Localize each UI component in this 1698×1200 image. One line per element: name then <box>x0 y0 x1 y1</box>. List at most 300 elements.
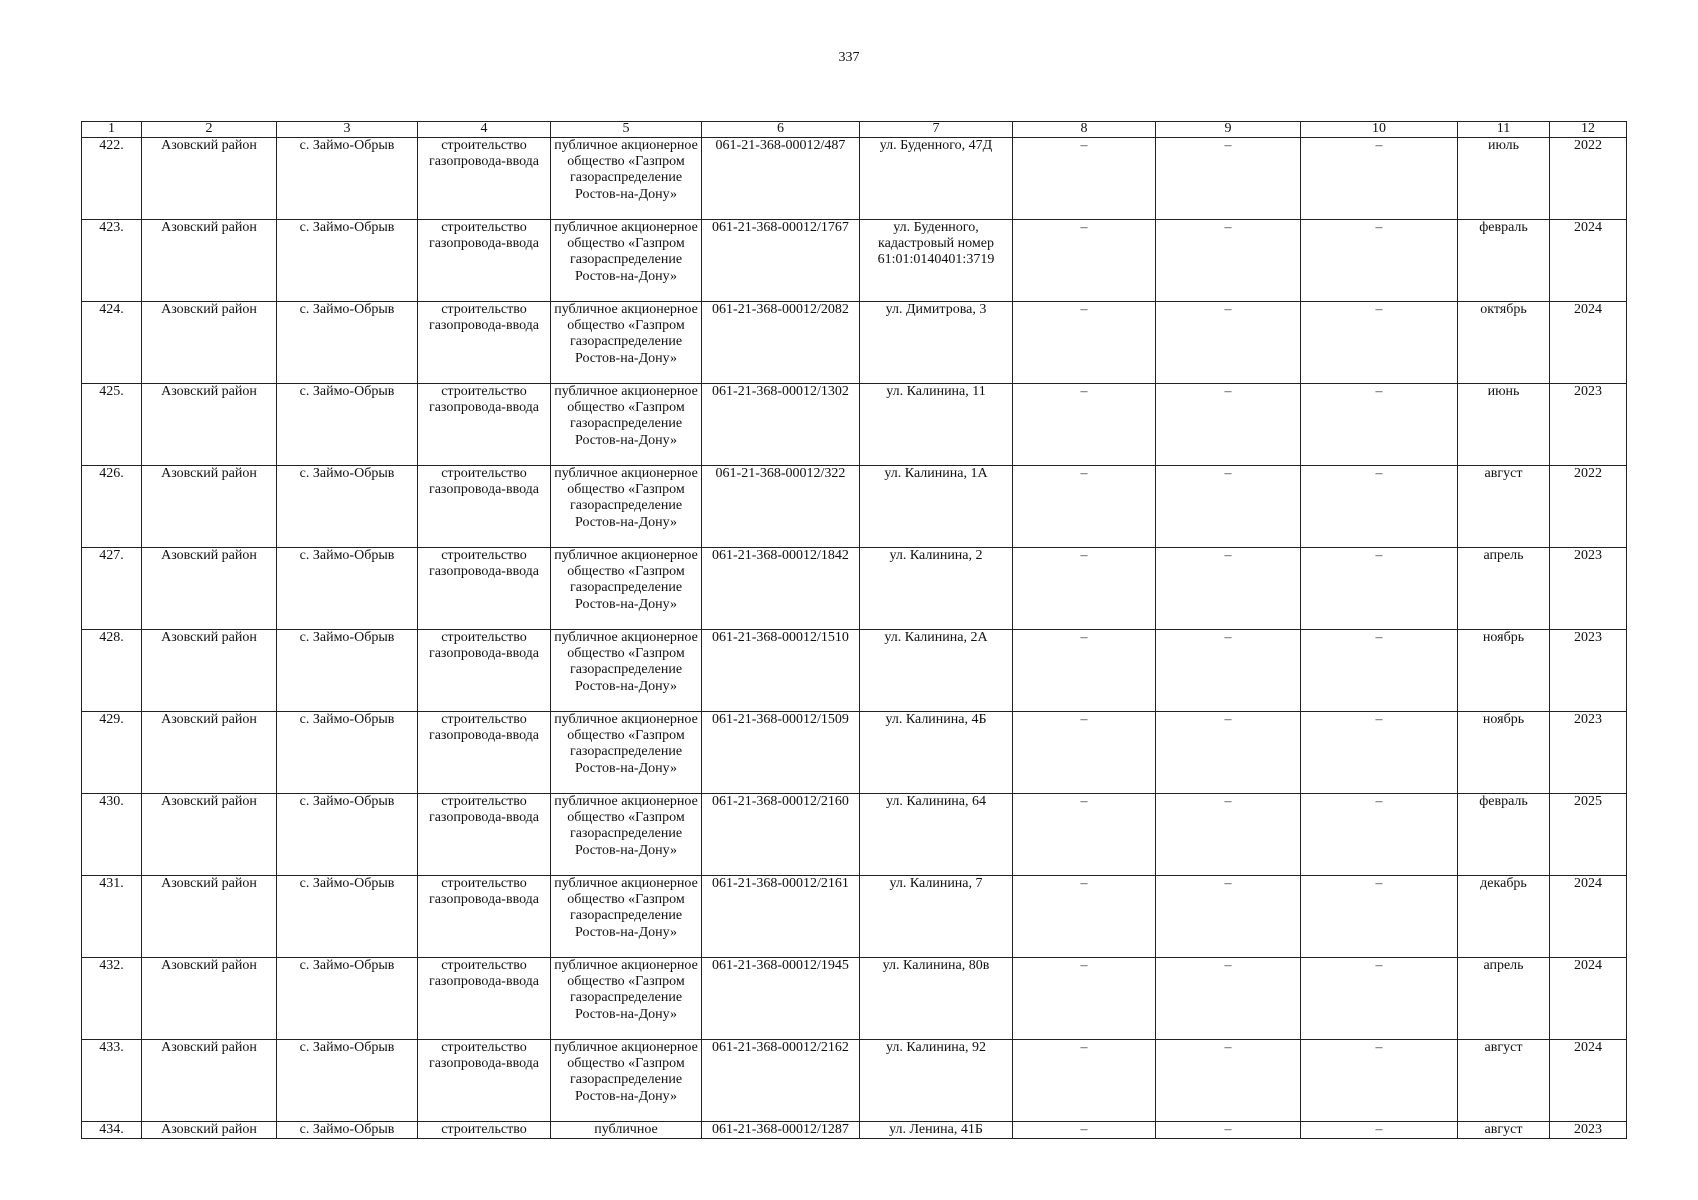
organization-cell-text: публичное <box>594 1122 658 1137</box>
registration-code-cell-text: 061-21-368-00012/1945 <box>712 958 849 973</box>
village-cell <box>277 794 418 876</box>
column-9-cell <box>1156 958 1301 1040</box>
district-cell-text: Азовский район <box>161 466 257 481</box>
row-number-text: 427. <box>99 548 124 563</box>
registration-code-cell-text: 061-21-368-00012/2082 <box>712 302 849 317</box>
district-cell <box>142 712 277 794</box>
column-8-cell-text: – <box>1080 384 1088 399</box>
village-cell-text: с. Займо-Обрыв <box>299 876 395 891</box>
column-10-cell-text: – <box>1375 1122 1383 1137</box>
work-type-cell-text: строительство газопровода-ввода <box>428 548 540 580</box>
column-8-cell-text: – <box>1080 794 1088 809</box>
registration-code-cell-text: 061-21-368-00012/487 <box>715 138 846 153</box>
month-cell-text: февраль <box>1479 220 1528 235</box>
column-header: 4 <box>418 122 551 138</box>
year-cell <box>1550 876 1627 958</box>
registration-code-cell <box>702 138 860 220</box>
district-cell <box>142 958 277 1040</box>
year-cell-text: 2023 <box>1574 1122 1602 1137</box>
address-cell <box>860 1122 1013 1139</box>
address-cell-text: ул. Ленина, 41Б <box>889 1122 983 1137</box>
column-8-cell-text: – <box>1080 712 1088 727</box>
organization-cell-text: публичное акционерное общество «Газпром газораспределение Ростов-на-Дону» <box>554 712 698 776</box>
registration-code-cell <box>702 466 860 548</box>
column-10-cell-text: – <box>1375 302 1383 317</box>
month-cell <box>1458 876 1550 958</box>
month-cell-text: февраль <box>1479 794 1528 809</box>
table-row <box>82 220 1627 302</box>
address-cell <box>860 712 1013 794</box>
district-cell-text: Азовский район <box>161 220 257 235</box>
year-cell <box>1550 548 1627 630</box>
column-10-cell <box>1301 466 1458 548</box>
year-cell-text: 2024 <box>1574 220 1602 235</box>
work-type-cell <box>418 302 551 384</box>
row-number-text: 425. <box>99 384 124 399</box>
column-10-cell-text: – <box>1375 876 1383 891</box>
year-cell <box>1550 384 1627 466</box>
work-type-cell-text: строительство <box>441 1122 527 1137</box>
column-10-cell <box>1301 1040 1458 1122</box>
month-cell-text: август <box>1484 466 1523 481</box>
district-cell <box>142 548 277 630</box>
column-10-cell-text: – <box>1375 138 1383 153</box>
address-cell-text: ул. Калинина, 2 <box>889 548 983 563</box>
village-cell-text: с. Займо-Обрыв <box>299 138 395 153</box>
village-cell-text: с. Займо-Обрыв <box>299 712 395 727</box>
organization-cell-text: публичное акционерное общество «Газпром газораспределение Ростов-на-Дону» <box>554 384 698 448</box>
registration-code-cell <box>702 302 860 384</box>
address-cell-text: ул. Калинина, 11 <box>886 384 986 399</box>
registration-code-cell <box>702 384 860 466</box>
month-cell <box>1458 466 1550 548</box>
district-cell <box>142 384 277 466</box>
address-cell <box>860 384 1013 466</box>
organization-cell <box>551 1122 702 1139</box>
month-cell <box>1458 794 1550 876</box>
address-cell <box>860 138 1013 220</box>
column-9-cell <box>1156 466 1301 548</box>
row-number <box>82 466 142 548</box>
column-8-cell-text: – <box>1080 630 1088 645</box>
district-cell <box>142 876 277 958</box>
column-header: 1 <box>82 122 142 138</box>
registration-code-cell-text: 061-21-368-00012/1302 <box>712 384 849 399</box>
organization-cell-text: публичное акционерное общество «Газпром газораспределение Ростов-на-Дону» <box>554 302 698 366</box>
year-cell-text: 2023 <box>1574 384 1602 399</box>
month-cell-text: август <box>1484 1040 1523 1055</box>
village-cell-text: с. Займо-Обрыв <box>299 302 395 317</box>
address-cell-text: ул. Калинина, 92 <box>885 1040 987 1055</box>
column-header: 3 <box>277 122 418 138</box>
address-cell <box>860 876 1013 958</box>
row-number-text: 432. <box>99 958 124 973</box>
organization-cell <box>551 466 702 548</box>
column-10-cell-text: – <box>1375 548 1383 563</box>
work-type-cell-text: строительство газопровода-ввода <box>428 466 540 498</box>
address-cell <box>860 466 1013 548</box>
month-cell-text: июль <box>1488 138 1519 153</box>
village-cell-text: с. Займо-Обрыв <box>299 384 395 399</box>
address-cell-text: ул. Калинина, 4Б <box>885 712 987 727</box>
work-type-cell <box>418 220 551 302</box>
year-cell-text: 2022 <box>1574 138 1602 153</box>
row-number-text: 422. <box>99 138 124 153</box>
work-type-cell-text: строительство газопровода-ввода <box>428 876 540 908</box>
organization-cell <box>551 138 702 220</box>
column-9-cell-text: – <box>1224 630 1232 645</box>
row-number-text: 426. <box>99 466 124 481</box>
organization-cell <box>551 876 702 958</box>
month-cell <box>1458 220 1550 302</box>
column-header: 11 <box>1458 122 1550 138</box>
registration-code-cell-text: 061-21-368-00012/1510 <box>712 630 849 645</box>
row-number <box>82 138 142 220</box>
registration-code-cell-text: 061-21-368-00012/2161 <box>712 876 849 891</box>
village-cell-text: с. Займо-Обрыв <box>299 630 395 645</box>
address-cell <box>860 220 1013 302</box>
column-10-cell <box>1301 876 1458 958</box>
month-cell <box>1458 548 1550 630</box>
registration-code-cell <box>702 958 860 1040</box>
registration-code-cell-text: 061-21-368-00012/1287 <box>712 1122 849 1137</box>
village-cell <box>277 1040 418 1122</box>
village-cell-text: с. Займо-Обрыв <box>299 958 395 973</box>
village-cell <box>277 1122 418 1139</box>
column-8-cell-text: – <box>1080 302 1088 317</box>
district-cell-text: Азовский район <box>161 384 257 399</box>
organization-cell <box>551 384 702 466</box>
column-9-cell-text: – <box>1224 1122 1232 1137</box>
work-type-cell-text: строительство газопровода-ввода <box>428 630 540 662</box>
page-number: 337 <box>838 50 860 65</box>
year-cell-text: 2023 <box>1574 712 1602 727</box>
row-number <box>82 548 142 630</box>
registration-code-cell <box>702 630 860 712</box>
year-cell <box>1550 138 1627 220</box>
row-number <box>82 876 142 958</box>
village-cell-text: с. Займо-Обрыв <box>299 466 395 481</box>
row-number <box>82 1122 142 1139</box>
column-9-cell <box>1156 384 1301 466</box>
column-8-cell-text: – <box>1080 1040 1088 1055</box>
row-number-text: 423. <box>99 220 124 235</box>
work-type-cell-text: строительство газопровода-ввода <box>428 794 540 826</box>
year-cell <box>1550 794 1627 876</box>
organization-cell-text: публичное акционерное общество «Газпром газораспределение Ростов-на-Дону» <box>554 220 698 284</box>
district-cell-text: Азовский район <box>161 712 257 727</box>
column-8-cell-text: – <box>1080 1122 1088 1137</box>
work-type-cell-text: строительство газопровода-ввода <box>428 138 540 170</box>
table-row <box>82 958 1627 1040</box>
column-10-cell-text: – <box>1375 712 1383 727</box>
column-8-cell <box>1013 794 1156 876</box>
row-number-text: 428. <box>99 630 124 645</box>
village-cell <box>277 302 418 384</box>
work-type-cell <box>418 630 551 712</box>
address-cell-text: ул. Калинина, 80в <box>882 958 990 973</box>
column-9-cell <box>1156 1122 1301 1139</box>
year-cell <box>1550 302 1627 384</box>
column-9-cell <box>1156 794 1301 876</box>
year-cell <box>1550 220 1627 302</box>
column-10-cell <box>1301 384 1458 466</box>
address-cell <box>860 302 1013 384</box>
district-cell <box>142 220 277 302</box>
organization-cell <box>551 220 702 302</box>
registration-code-cell-text: 061-21-368-00012/2162 <box>712 1040 849 1055</box>
district-cell-text: Азовский район <box>161 302 257 317</box>
registration-code-cell <box>702 794 860 876</box>
registration-code-cell <box>702 712 860 794</box>
column-10-cell <box>1301 794 1458 876</box>
organization-cell <box>551 794 702 876</box>
district-cell-text: Азовский район <box>161 876 257 891</box>
column-header: 2 <box>142 122 277 138</box>
month-cell-text: апрель <box>1483 958 1524 973</box>
table-body <box>82 138 1627 1139</box>
column-8-cell <box>1013 302 1156 384</box>
column-8-cell <box>1013 958 1156 1040</box>
column-10-cell <box>1301 958 1458 1040</box>
column-9-cell <box>1156 712 1301 794</box>
registration-code-cell-text: 061-21-368-00012/1509 <box>712 712 849 727</box>
village-cell <box>277 876 418 958</box>
row-number-text: 434. <box>99 1122 124 1137</box>
column-9-cell <box>1156 630 1301 712</box>
district-cell <box>142 302 277 384</box>
column-9-cell-text: – <box>1224 302 1232 317</box>
table-row <box>82 384 1627 466</box>
month-cell-text: август <box>1484 1122 1523 1137</box>
column-header: 5 <box>551 122 702 138</box>
column-8-cell <box>1013 138 1156 220</box>
district-cell-text: Азовский район <box>161 1122 257 1137</box>
organization-cell <box>551 1040 702 1122</box>
row-number <box>82 1040 142 1122</box>
organization-cell <box>551 548 702 630</box>
table-row <box>82 794 1627 876</box>
column-8-cell-text: – <box>1080 138 1088 153</box>
year-cell-text: 2025 <box>1574 794 1602 809</box>
column-9-cell-text: – <box>1224 794 1232 809</box>
district-cell <box>142 1122 277 1139</box>
table-row <box>82 630 1627 712</box>
year-cell <box>1550 958 1627 1040</box>
address-cell-text: ул. Калинина, 1А <box>884 466 988 481</box>
organization-cell-text: публичное акционерное общество «Газпром газораспределение Ростов-на-Дону» <box>554 138 698 202</box>
column-10-cell-text: – <box>1375 220 1383 235</box>
column-9-cell-text: – <box>1224 466 1232 481</box>
column-9-cell <box>1156 220 1301 302</box>
column-8-cell <box>1013 876 1156 958</box>
month-cell-text: июнь <box>1487 384 1520 399</box>
column-9-cell <box>1156 1040 1301 1122</box>
work-type-cell <box>418 1122 551 1139</box>
column-10-cell <box>1301 220 1458 302</box>
column-8-cell <box>1013 466 1156 548</box>
column-8-cell <box>1013 548 1156 630</box>
organization-cell-text: публичное акционерное общество «Газпром газораспределение Ростов-на-Дону» <box>554 466 698 530</box>
month-cell-text: ноябрь <box>1482 712 1525 727</box>
register-table <box>81 121 1627 1139</box>
district-cell <box>142 630 277 712</box>
column-9-cell-text: – <box>1224 138 1232 153</box>
address-cell <box>860 958 1013 1040</box>
column-number-row <box>82 122 1627 138</box>
column-10-cell <box>1301 712 1458 794</box>
address-cell <box>860 1040 1013 1122</box>
organization-cell-text: публичное акционерное общество «Газпром газораспределение Ростов-на-Дону» <box>554 876 698 940</box>
column-8-cell-text: – <box>1080 548 1088 563</box>
village-cell <box>277 220 418 302</box>
row-number-text: 431. <box>99 876 124 891</box>
row-number <box>82 630 142 712</box>
column-9-cell-text: – <box>1224 548 1232 563</box>
column-9-cell <box>1156 302 1301 384</box>
organization-cell-text: публичное акционерное общество «Газпром газораспределение Ростов-на-Дону» <box>554 548 698 612</box>
district-cell <box>142 138 277 220</box>
month-cell <box>1458 384 1550 466</box>
column-8-cell <box>1013 712 1156 794</box>
year-cell <box>1550 1122 1627 1139</box>
district-cell <box>142 466 277 548</box>
table-row <box>82 1040 1627 1122</box>
column-9-cell-text: – <box>1224 712 1232 727</box>
year-cell <box>1550 712 1627 794</box>
organization-cell <box>551 712 702 794</box>
table-row <box>82 466 1627 548</box>
registration-code-cell-text: 061-21-368-00012/322 <box>715 466 846 481</box>
work-type-cell <box>418 794 551 876</box>
work-type-cell <box>418 466 551 548</box>
column-9-cell <box>1156 876 1301 958</box>
work-type-cell <box>418 1040 551 1122</box>
row-number <box>82 220 142 302</box>
village-cell <box>277 466 418 548</box>
row-number <box>82 302 142 384</box>
district-cell-text: Азовский район <box>161 958 257 973</box>
column-9-cell-text: – <box>1224 1040 1232 1055</box>
village-cell-text: с. Займо-Обрыв <box>299 1122 395 1137</box>
year-cell-text: 2024 <box>1574 1040 1602 1055</box>
row-number-text: 429. <box>99 712 124 727</box>
address-cell <box>860 630 1013 712</box>
work-type-cell <box>418 138 551 220</box>
column-8-cell <box>1013 1040 1156 1122</box>
village-cell-text: с. Займо-Обрыв <box>299 1040 395 1055</box>
month-cell <box>1458 1040 1550 1122</box>
column-header: 7 <box>860 122 1013 138</box>
column-10-cell <box>1301 1122 1458 1139</box>
registration-code-cell <box>702 1040 860 1122</box>
row-number-text: 433. <box>99 1040 124 1055</box>
organization-cell-text: публичное акционерное общество «Газпром газораспределение Ростов-на-Дону» <box>554 1040 698 1104</box>
column-8-cell-text: – <box>1080 220 1088 235</box>
row-number <box>82 384 142 466</box>
year-cell-text: 2022 <box>1574 466 1602 481</box>
column-8-cell-text: – <box>1080 958 1088 973</box>
row-number-text: 424. <box>99 302 124 317</box>
column-10-cell-text: – <box>1375 958 1383 973</box>
column-8-cell <box>1013 220 1156 302</box>
work-type-cell-text: строительство газопровода-ввода <box>428 384 540 416</box>
column-10-cell-text: – <box>1375 1040 1383 1055</box>
village-cell-text: с. Займо-Обрыв <box>299 794 395 809</box>
village-cell-text: с. Займо-Обрыв <box>299 548 395 563</box>
month-cell-text: апрель <box>1483 548 1524 563</box>
work-type-cell <box>418 384 551 466</box>
column-10-cell <box>1301 548 1458 630</box>
column-9-cell-text: – <box>1224 876 1232 891</box>
table-row <box>82 1122 1627 1139</box>
registration-code-cell-text: 061-21-368-00012/1842 <box>712 548 849 563</box>
village-cell-text: с. Займо-Обрыв <box>299 220 395 235</box>
table-row <box>82 302 1627 384</box>
year-cell <box>1550 466 1627 548</box>
month-cell <box>1458 712 1550 794</box>
address-cell-text: ул. Калинина, 2А <box>884 630 988 645</box>
work-type-cell-text: строительство газопровода-ввода <box>428 1040 540 1072</box>
column-9-cell <box>1156 138 1301 220</box>
work-type-cell-text: строительство газопровода-ввода <box>428 220 540 252</box>
organization-cell <box>551 958 702 1040</box>
year-cell-text: 2023 <box>1574 630 1602 645</box>
address-cell-text: ул. Димитрова, 3 <box>885 302 987 317</box>
table-row <box>82 138 1627 220</box>
work-type-cell-text: строительство газопровода-ввода <box>428 958 540 990</box>
organization-cell <box>551 630 702 712</box>
column-8-cell <box>1013 630 1156 712</box>
registration-code-cell-text: 061-21-368-00012/2160 <box>712 794 849 809</box>
village-cell <box>277 958 418 1040</box>
column-8-cell <box>1013 384 1156 466</box>
address-cell <box>860 794 1013 876</box>
column-8-cell <box>1013 1122 1156 1139</box>
work-type-cell <box>418 712 551 794</box>
month-cell-text: декабрь <box>1480 876 1527 891</box>
organization-cell <box>551 302 702 384</box>
work-type-cell <box>418 958 551 1040</box>
year-cell-text: 2024 <box>1574 958 1602 973</box>
address-cell-text: ул. Буденного, кадастровый номер 61:01:0140401:3719 <box>877 220 995 268</box>
column-8-cell-text: – <box>1080 876 1088 891</box>
registration-code-cell <box>702 220 860 302</box>
registration-code-cell <box>702 548 860 630</box>
work-type-cell <box>418 876 551 958</box>
column-10-cell-text: – <box>1375 794 1383 809</box>
month-cell-text: октябрь <box>1480 302 1527 317</box>
registration-code-cell <box>702 1122 860 1139</box>
year-cell <box>1550 1040 1627 1122</box>
district-cell-text: Азовский район <box>161 1040 257 1055</box>
column-9-cell-text: – <box>1224 958 1232 973</box>
organization-cell-text: публичное акционерное общество «Газпром газораспределение Ростов-на-Дону» <box>554 958 698 1022</box>
registration-code-cell-text: 061-21-368-00012/1767 <box>712 220 849 235</box>
column-header: 6 <box>702 122 860 138</box>
column-header: 8 <box>1013 122 1156 138</box>
row-number-text: 430. <box>99 794 124 809</box>
year-cell-text: 2024 <box>1574 876 1602 891</box>
year-cell-text: 2024 <box>1574 302 1602 317</box>
column-9-cell-text: – <box>1224 384 1232 399</box>
village-cell <box>277 384 418 466</box>
table-row <box>82 712 1627 794</box>
address-cell-text: ул. Калинина, 7 <box>889 876 983 891</box>
table-row <box>82 876 1627 958</box>
district-cell-text: Азовский район <box>161 138 257 153</box>
row-number <box>82 794 142 876</box>
